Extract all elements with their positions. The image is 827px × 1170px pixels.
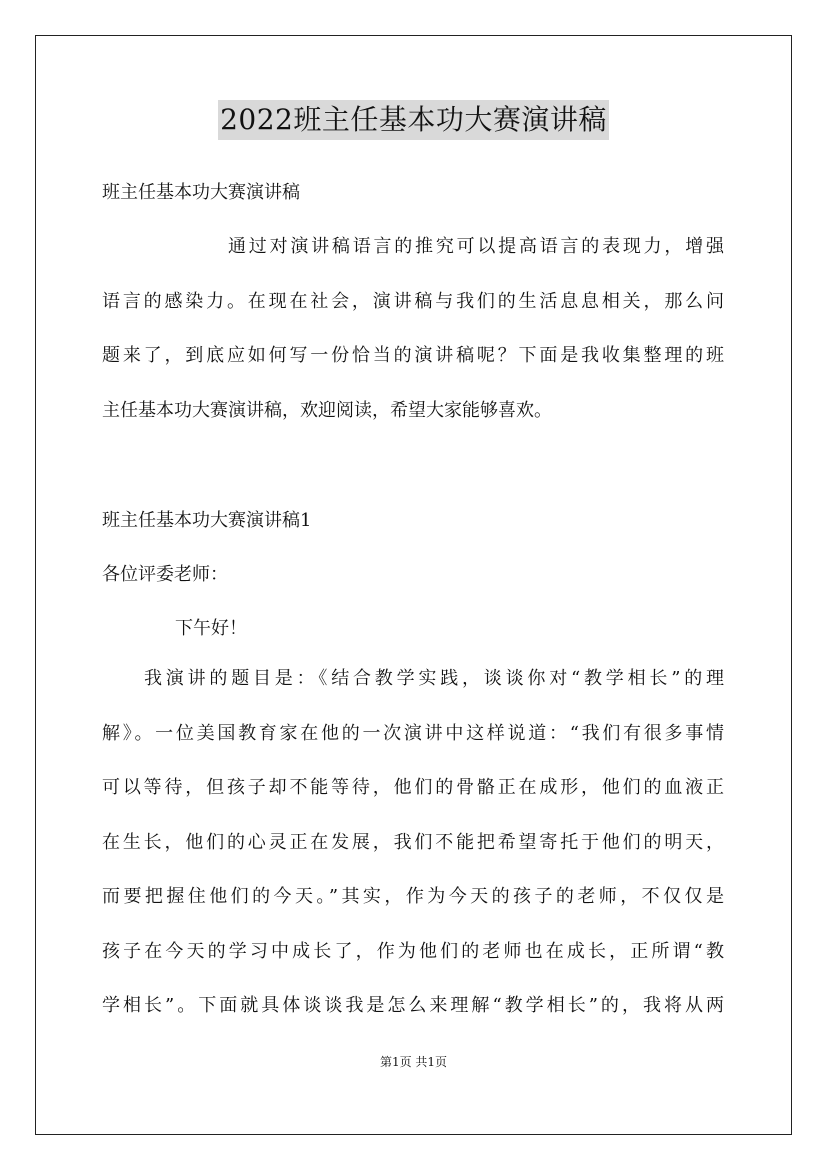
page-footer [0, 1054, 827, 1070]
body-line: 解》。一位美国教育家在他的一次演讲中这样说道：“我们有很多事情 [102, 722, 724, 744]
subtitle: 班主任基本功大赛演讲稿 [102, 182, 300, 203]
intro-line: 主任基本功大赛演讲稿，欢迎阅读，希望大家能够喜欢。 [102, 399, 552, 421]
body-line: 在生长，他们的心灵正在发展，我们不能把希望寄托于他们的明天， [102, 831, 724, 853]
document-title: 2022班主任基本功大赛演讲稿 [218, 100, 609, 140]
body-line: 学相长”。下面就具体谈谈我是怎么来理解“教学相长”的，我将从两 [102, 995, 724, 1016]
body-line: 我演讲的题目是：《结合教学实践，谈谈你对“教学相长”的理 [144, 668, 724, 689]
intro-line: 语言的感染力。在现在社会，演讲稿与我们的生活息息相关，那么问 [102, 290, 724, 312]
body-line: 可以等待，但孩子却不能等待，他们的骨骼正在成形，他们的血液正 [102, 777, 724, 798]
intro-line: 题来了，到底应如何写一份恰当的演讲稿呢？下面是我收集整理的班 [102, 345, 724, 366]
title-container [0, 100, 827, 140]
body-paragraph [102, 652, 724, 1034]
page-number: 第1页 共1页 [379, 1055, 448, 1069]
body-line: 而要把握住他们的今天。”其实，作为今天的孩子的老师，不仅仅是 [102, 886, 724, 907]
salutation: 各位评委老师： [102, 564, 228, 585]
section-heading: 班主任基本功大赛演讲稿1 [102, 510, 312, 531]
intro-paragraph [102, 220, 724, 438]
greeting: 下午好！ [175, 618, 247, 639]
body-line: 孩子在今天的学习中成长了，作为他们的老师也在成长，正所谓“教 [102, 940, 724, 962]
intro-line: 通过对演讲稿语言的推究可以提高语言的表现力，增强 [228, 236, 724, 257]
